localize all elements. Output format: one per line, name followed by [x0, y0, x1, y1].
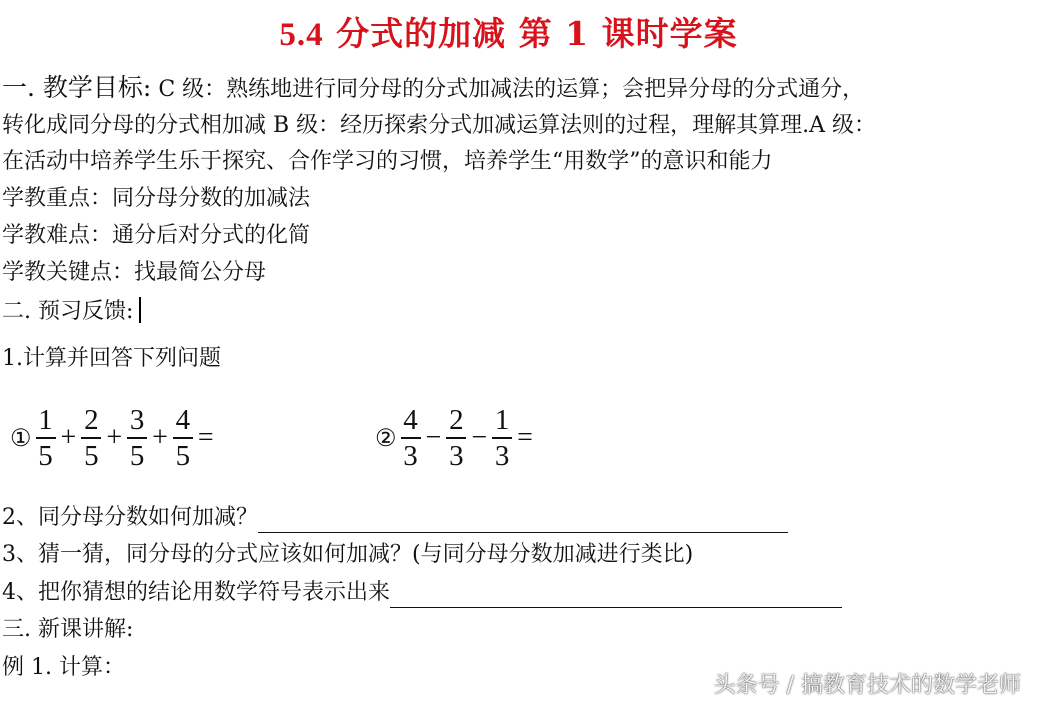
numerator: 1 — [494, 404, 510, 436]
expression-2 — [375, 405, 536, 471]
objectives-line-3: 在活动中培养学生乐于探究、合作学习的习惯，培养学生“用数学”的意识和能力 — [2, 149, 773, 174]
text-cursor — [139, 297, 141, 323]
fraction — [401, 405, 421, 471]
section2-heading: 二. 预习反馈: — [2, 299, 134, 324]
title-number: 5.4 — [279, 17, 324, 53]
question-4-row — [2, 578, 842, 608]
question-3: 3、猜一猜，同分母的分式应该如何加减？(与同分母分数加减进行类比) — [2, 542, 694, 567]
key-point: 学教重点：同分母分数的加减法 — [2, 186, 311, 211]
operator: + — [60, 422, 77, 453]
fraction-bar — [173, 437, 193, 439]
fraction — [446, 405, 466, 471]
operator: = — [197, 422, 214, 453]
operator: + — [152, 422, 168, 453]
fraction — [36, 405, 56, 471]
objectives-c-level: C 级：熟练地进行同分母的分式加减法的运算；会把异分母的分式通分， — [151, 77, 865, 102]
objectives-line-2: 转化成同分母的分式相加减 B 级：经历探索分式加减运算法则的过程，理解其算理.A 级： — [2, 113, 877, 138]
example-1: 例 1. 计算： — [2, 655, 125, 680]
denominator: 3 — [403, 440, 418, 472]
objectives-line-1 — [2, 73, 864, 105]
watermark: 头条号 / 搞教育技术的数学老师 — [713, 673, 1021, 698]
fraction — [81, 405, 101, 471]
numerator: 4 — [175, 404, 191, 436]
difficulty: 学教难点：通分后对分式的化简 — [2, 223, 311, 248]
numerator: 1 — [38, 404, 53, 436]
key-link: 学教关键点：找最简公分母 — [2, 260, 267, 285]
numerator: 3 — [129, 404, 145, 436]
denominator: 5 — [84, 440, 99, 472]
answer-blank-2 — [258, 510, 788, 533]
fraction-bar — [401, 437, 421, 439]
operator: − — [471, 422, 488, 453]
operator: + — [106, 422, 123, 453]
answer-blank-4 — [390, 585, 842, 608]
fraction-bar — [446, 437, 466, 439]
fraction — [127, 405, 147, 471]
section3-heading: 三. 新课讲解: — [2, 617, 134, 642]
denominator: 3 — [449, 440, 464, 472]
expression-1 — [10, 405, 217, 471]
denominator: 5 — [175, 440, 191, 472]
section1-heading: 一. 教学目标: — [2, 73, 152, 102]
expression-2-marker: ② — [375, 424, 397, 452]
fraction-bar — [492, 437, 512, 439]
question-2: 2、同分母分数如何加减？ — [2, 505, 258, 530]
fraction-bar — [36, 437, 56, 439]
title-text: 分式的加减 第 1 课时学案 — [336, 14, 738, 53]
question-2-row — [2, 503, 788, 533]
page-title — [0, 8, 1017, 55]
fraction-bar — [127, 437, 147, 439]
denominator: 5 — [38, 440, 53, 472]
question-4: 4、把你猜想的结论用数学符号表示出来 — [2, 580, 390, 605]
question-1: 1.计算并回答下列问题 — [2, 346, 221, 371]
numerator: 2 — [84, 404, 99, 436]
denominator: 5 — [129, 440, 145, 472]
fraction — [173, 405, 193, 471]
operator: = — [517, 422, 533, 453]
fraction — [492, 405, 512, 471]
numerator: 2 — [449, 404, 464, 436]
expression-1-marker: ① — [10, 424, 32, 452]
fraction-bar — [81, 437, 101, 439]
denominator: 3 — [494, 440, 510, 472]
operator: − — [425, 422, 442, 453]
numerator: 4 — [403, 404, 418, 436]
section2-heading-row — [2, 297, 141, 327]
